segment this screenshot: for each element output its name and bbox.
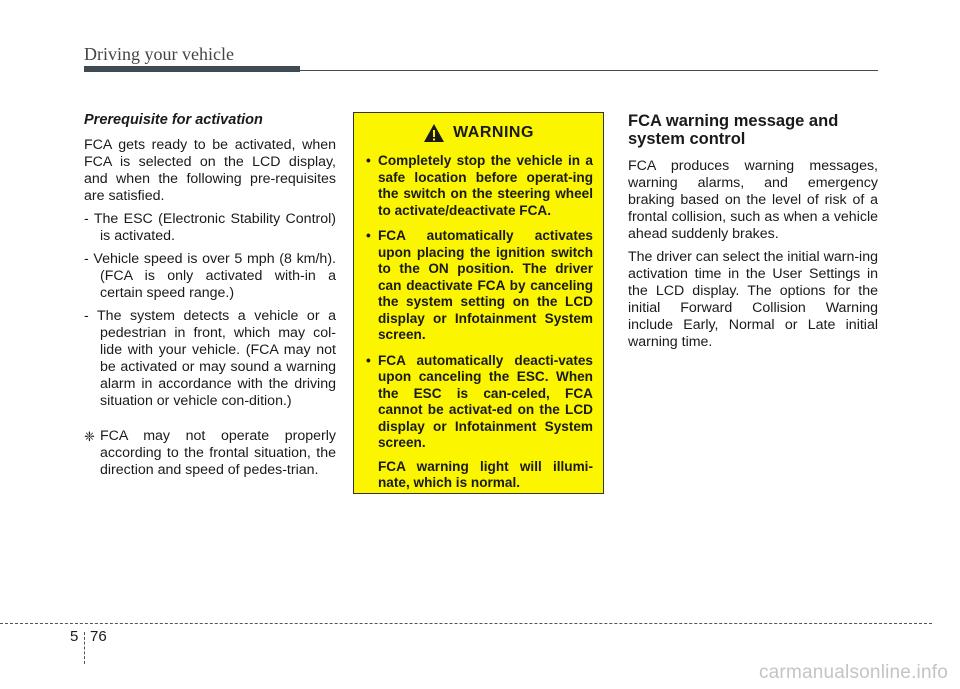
warning-list <box>364 153 593 452</box>
list-item: - The ESC (Electronic Stability Control) is activated. <box>84 211 336 244</box>
prerequisite-subheading: Prerequisite for activation <box>84 112 263 128</box>
page-number: 76 <box>90 628 107 645</box>
right-column <box>628 108 878 357</box>
warning-item-text: FCA automatically deacti-vates upon canceling the ESC. When the ESC is can-celed, FCA cannot be activat-ed on the LCD display or Infotainment System screen. <box>378 352 593 450</box>
conditions-list <box>84 211 336 410</box>
list-item: - The system detects a vehicle or a pedestrian in front, which may col-lide with your vehicle. (FCA may not be activated or may sound a warning alarm in accordance with the driving situation or vehicle con-dition.) <box>84 308 336 409</box>
chapter-number: 5 <box>70 628 79 645</box>
warning-extra: FCA warning light will illumi-nate, which is normal. <box>378 458 593 490</box>
section-heading: FCA warning message and system control <box>628 112 839 148</box>
list-item <box>364 228 593 344</box>
warning-box <box>353 112 604 494</box>
note <box>84 428 336 479</box>
note-icon: ❈ <box>84 429 95 444</box>
warning-header <box>364 123 593 143</box>
list-item: - Vehicle speed is over 5 mph (8 km/h). (FCA is only activated with-in a certain speed range.) <box>84 251 336 301</box>
intro-paragraph: FCA gets ready to be activated, when FCA is selected on the LCD display, and when the following pre-requisites are satisfied. <box>84 137 336 204</box>
warning-title: WARNING <box>453 123 534 141</box>
left-column <box>84 108 336 479</box>
paragraph: The driver can select the initial warn-ing activation time in the User Settings in the LCD display. The options for the initial Forward Collision Warning include Early, Normal or Late initial warning time. <box>628 249 878 350</box>
warning-item-text: Completely stop the vehicle in a safe location before operat-ing the switch on the steering wheel to activate/deactivate FCA. <box>378 153 593 218</box>
warning-item-text: FCA automatically activates upon placing the ignition switch to the ON position. The driver can deactivate FCA by canceling the system setting on the LCD display or Infotainment System screen. <box>378 228 593 342</box>
watermark: carmanualsonline.info <box>758 662 948 683</box>
page-header-title: Driving your vehicle <box>84 44 234 64</box>
footer-line <box>0 623 932 624</box>
bullet: • <box>366 153 371 168</box>
bullet: • <box>366 228 371 243</box>
warning-triangle-icon <box>423 123 445 143</box>
header-bar-thin <box>300 70 878 71</box>
footer-divider <box>84 632 85 664</box>
bullet: • <box>366 352 371 368</box>
list-item <box>364 153 593 219</box>
paragraph: FCA produces warning messages, warning alarms, and emergency braking based on the level of risk of a frontal collision, such as when a vehicle ahead suddenly brakes. <box>628 158 878 242</box>
note-text: FCA may not operate properly according to the frontal situation, the direction and speed of pedes-trian. <box>100 428 336 478</box>
header-bar-thick <box>84 66 300 72</box>
list-item <box>364 353 593 452</box>
